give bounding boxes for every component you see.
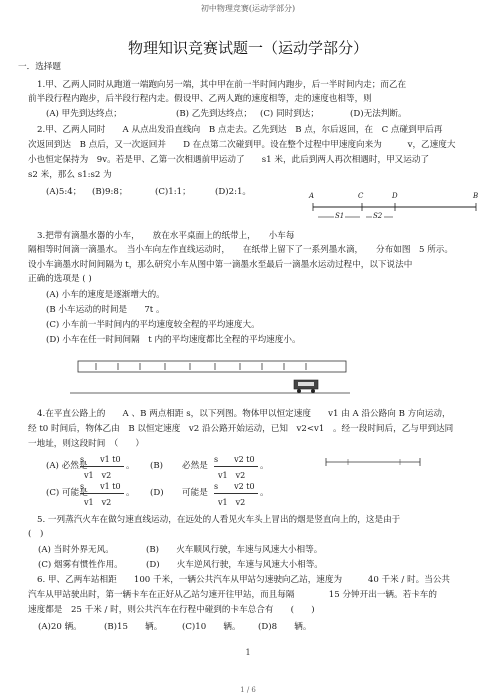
q4-frac-d-end: 。: [260, 488, 269, 498]
q2-label-d: D: [392, 192, 398, 200]
q2-line-2: 次返回到达 B 点后，又一次返回并 D 在点第二次碰到甲。设在整个过程中甲速度向来为 v，乙速度大: [28, 140, 456, 150]
q6-option-a: (A)20 辆。: [38, 622, 82, 632]
q4-frac-a-numerator: s v1 t0: [80, 455, 121, 464]
q5-line-2: ( ): [28, 529, 44, 539]
q4-line-1: 4.在平直公路上的 A 、B 两点相距 s，以下列图。物体甲以恒定速度 v1 由 A 沿公路向 B 方向运动，: [37, 409, 451, 419]
page-title: 物理知识竞赛试题一（运动学部分）: [127, 39, 368, 57]
q4-frac-d-denominator: v1 v2: [218, 498, 246, 507]
q1-option-b: (B) 乙先到达终点；: [176, 109, 252, 119]
q6-line-1: 6. 甲、乙两车站相距 100 千米，一辆公共汽车从甲站匀速驶向乙站，速度为 40 千米 / 时。当公共: [37, 575, 451, 585]
q1-line-1: 1.甲、乙两人同时从跑道一端跑向另一端，其中甲在前一半时间内跑步，后一半时间内走；而乙在: [37, 80, 407, 90]
q3-line-4: 正确的选项是 ( ): [28, 274, 92, 284]
q4-frac-c-end: 。: [126, 488, 135, 498]
q2-line-3: 小也恒定保持为 9v。若是甲、乙第一次相遇前甲运动了 s1 米，此后到两人再次相遇时，甲又运动了: [28, 155, 430, 165]
q2-label-s2: S2: [373, 212, 383, 220]
q6-option-c: (C)10 辆。: [182, 622, 241, 632]
q4-frac-b-denominator: v1 v2: [218, 471, 246, 480]
q2-line-4: s2 米，那么 s1:s2 为: [28, 170, 112, 180]
q4-line-3: 一地址，则这段时间 （ ）: [28, 439, 145, 449]
footer-page-indicator: 1 / 6: [240, 686, 256, 694]
q4-frac-b-numerator: s v2 t0: [214, 455, 255, 464]
q6-line-3: 速度都是 25 千米 / 时，则公共汽车在行程中碰到的卡车总合有 ( ): [28, 605, 315, 615]
page-number: 1: [245, 648, 251, 657]
q2-label-c: C: [358, 192, 364, 200]
q4-frac-c-numerator: s v1 t0: [80, 482, 121, 491]
page-header: 初中物理竞赛(运动学部分): [200, 4, 296, 13]
q4-line-2: 经 t0 时间后，物体乙由 B 以恒定速度 v2 沿公路开始运动，已知 v2<v1 。经一段时间后，乙与甲到达同: [28, 424, 454, 434]
q2-line-1: 2.甲、乙两人同时 A 从点出发沿直线向 B 点走去。乙先到达 B 点，尔后返回，在 C 点碰到甲后再: [37, 125, 443, 135]
q3-line-2: 隔相等时间滴一滴墨水。 当小车向左作直线运动时， 在纸带上留下了一系列墨水滴， 分布如图 5 所示。: [28, 245, 453, 255]
q2-option-b: (B)9:8；: [92, 187, 128, 197]
q2-label-a: A: [309, 192, 315, 200]
q4-frac-a-denominator: v1 v2: [84, 471, 112, 480]
q4-frac-a-end: 。: [126, 461, 135, 471]
q6-line-2: 汽车从甲站驶出时，第一辆卡车在正好从乙站匀速开往甲站，而且每隔 15 分钟开出一辆。若卡车的: [28, 590, 437, 600]
q4-option-b-word: 必然是: [182, 461, 208, 471]
q4-frac-c-denominator: v1 v2: [84, 498, 112, 507]
q4-option-c: (C) 可能是: [46, 488, 88, 498]
q4-option-d: (D): [150, 488, 164, 498]
q5-option-a: (A) 当时外界无风。: [38, 545, 114, 555]
q6-option-b: (B)15 辆。: [104, 622, 163, 632]
q5-option-d: (D) 火车逆风行驶，车速与风速大小相等。: [146, 560, 323, 570]
q3-option-d: (D) 小车在任一时间间隔 t 内的平均速度都比全程的平均速度小。: [46, 335, 301, 345]
q3-line-1: 3.把带有滴墨水器的小车， 放在水平桌面上的纸带上， 小车每: [37, 231, 295, 241]
q2-option-a: (A)5:4；: [46, 187, 82, 197]
q2-label-s1: S1: [335, 212, 345, 220]
q5-line-1: 5. 一列蒸汽火车在做匀速直线运动，在远处的人看见火车头上冒出的烟是竖直向上的，这是由于: [37, 515, 401, 525]
q5-option-c: (C) 烟雾有惯性作用。: [38, 560, 123, 570]
q3-option-a: (A) 小车的速度是逐渐增大的。: [46, 290, 165, 300]
q2-option-c: (C)1:1；: [155, 187, 191, 197]
q5-option-b: (B) 火车顺风行驶，车速与风速大小相等。: [146, 545, 323, 555]
q1-option-c: (C) 同时到达；: [260, 109, 319, 119]
section-heading: 一．选择题: [18, 62, 61, 72]
q1-option-d: (D)无法判断。: [350, 109, 407, 119]
q4-option-b: (B): [150, 461, 164, 471]
q6-option-d: (D)8 辆。: [258, 622, 312, 632]
q1-line-2: 前半段行程内跑步，后半段行程内走。假设甲、乙两人跑的速度相等，走的速度也相等，则: [28, 94, 372, 104]
q4-option-d-word: 可能是: [182, 488, 208, 498]
q3-line-3: 设小车滴墨水时间间隔为 t，那么研究小车从图中第一滴墨水至最后一滴墨水运动过程中，以下说法中: [28, 260, 413, 270]
q3-option-b: (B 小车运动的时间是 7t 。: [46, 305, 165, 315]
q1-option-a: (A) 甲先到达终点；: [46, 109, 122, 119]
q4-frac-b-end: 。: [260, 461, 269, 471]
q2-label-b: B: [473, 192, 479, 200]
q4-option-a: (A) 必然是: [46, 461, 88, 471]
q2-option-d: (D)2:1。: [215, 187, 252, 197]
q4-frac-d-numerator: s v2 t0: [214, 482, 255, 491]
q3-option-c: (C) 小车前一半时间内的平均速度较全程的平均速度大。: [46, 320, 260, 330]
